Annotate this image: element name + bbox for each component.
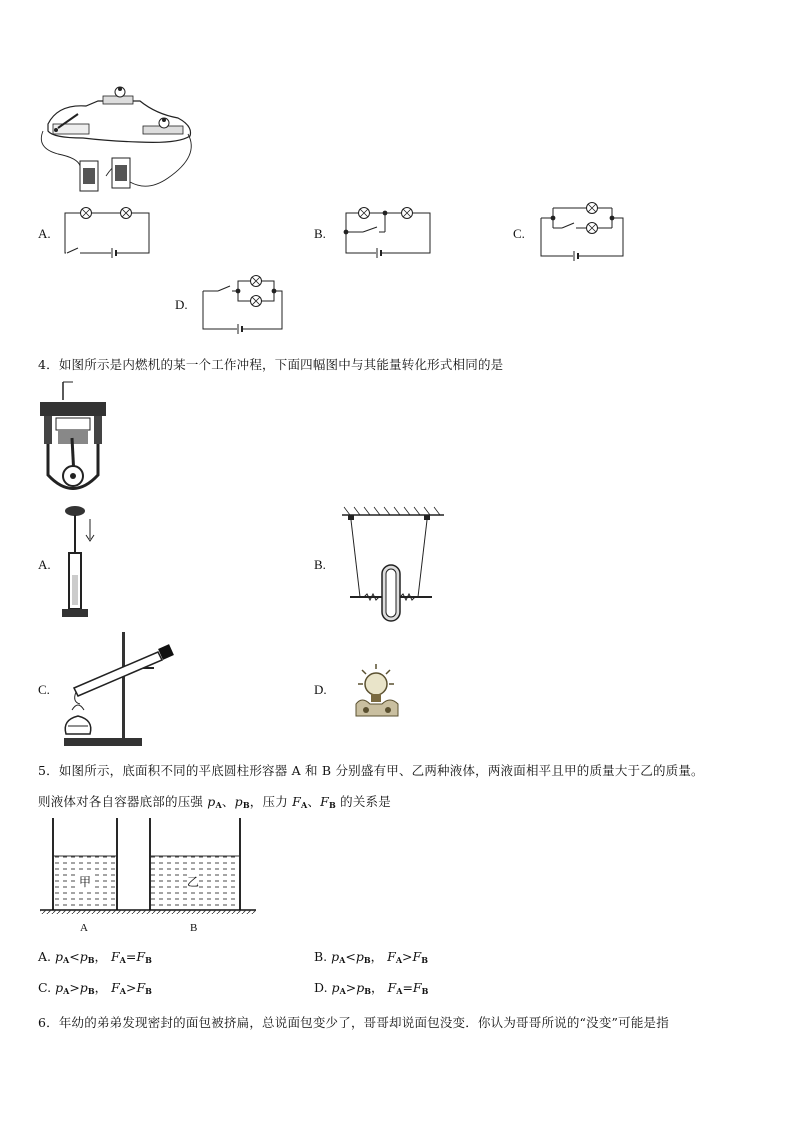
q3-option-d-letter: D. [175, 297, 188, 312]
container-a-liquid-label: 甲 [79, 875, 92, 889]
q4-option-d-letter: D. [314, 682, 327, 697]
q3-option-b-letter: B. [314, 226, 326, 241]
q5-option-a: A. $p_A<p_B$， $F_A=F_B$ [38, 949, 152, 965]
q6-stem: 6．年幼的弟弟发现密封的面包被挤扁，总说面包变少了，哥哥却说面包没变．你认为哥哥所说的“没变”可能是指 [38, 1015, 669, 1030]
q3-option-a-circuit [62, 205, 152, 257]
q3-option-b-circuit [343, 205, 433, 257]
container-b-label: B [190, 922, 198, 934]
q4-option-a-pump-figure [60, 505, 100, 620]
container-a-label: A [80, 922, 88, 934]
q4-option-b-pendulum-figure [338, 505, 448, 623]
q3-option-c-circuit [538, 198, 628, 260]
q3-option-d-circuit [200, 273, 290, 335]
q4-option-c-test-tube-figure [62, 630, 182, 748]
q4-option-d-bulb-figure [352, 660, 402, 718]
container-b-liquid-label: 乙 [187, 875, 200, 889]
q4-option-b-letter: B. [314, 557, 326, 572]
q4-stem: 4．如图所示是内燃机的某一个工作冲程，下面四幅图中与其能量转化形式相同的是 [38, 357, 504, 372]
q4-option-c-letter: C. [38, 682, 50, 697]
engine-stroke-figure [38, 380, 108, 498]
q5-stem-line1: 5．如图所示，底面积不同的平底圆柱形容器 A 和 B 分别盛有甲、乙两种液体，两液面相平且甲的质量大于乙的质量。 [38, 763, 704, 778]
q3-physical-circuit-figure [38, 86, 198, 196]
q5-option-c: C. $p_A>p_B$， $F_A>F_B$ [38, 980, 152, 996]
q3-option-a-letter: A. [38, 226, 51, 241]
q3-option-c-letter: C. [513, 226, 525, 241]
q4-option-a-letter: A. [38, 557, 51, 572]
q5-option-d: D. $p_A>p_B$， $F_A=F_B$ [314, 980, 429, 996]
q5-containers-figure [38, 818, 258, 918]
q5-stem-line2: 则液体对各自容器底部的压强 $p_A$、$p_B$，压力 $F_A$、$F_B$ 的关系是 [38, 794, 391, 810]
q5-option-b: B. $p_A<p_B$， $F_A>F_B$ [314, 949, 428, 965]
